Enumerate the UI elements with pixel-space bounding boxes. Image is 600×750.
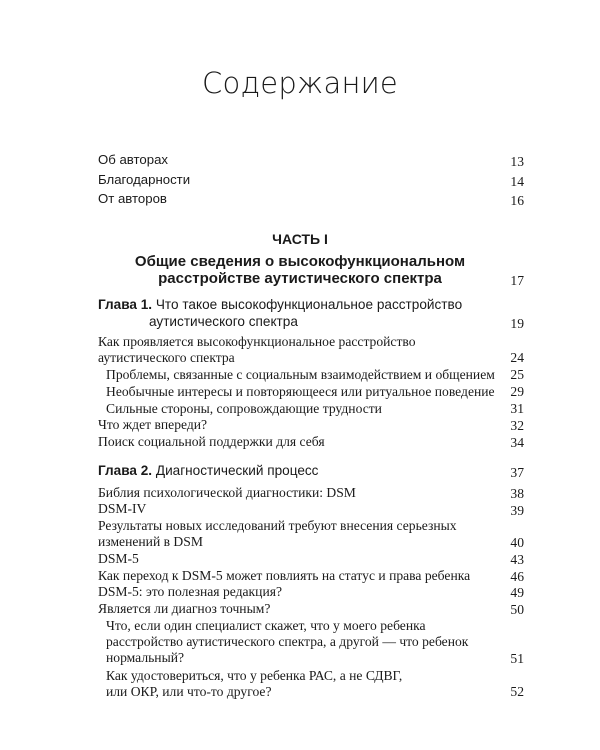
toc-entry[interactable]: DSM-IV <box>98 501 147 516</box>
toc-page-number: 32 <box>510 418 524 433</box>
chapter-2-heading[interactable] <box>98 463 318 479</box>
toc-page-number: 40 <box>510 535 524 550</box>
toc-entry[interactable]: Библия психологической диагностики: DSM <box>98 485 356 500</box>
toc-page-number: 25 <box>510 367 524 382</box>
toc-subentry[interactable] <box>106 668 402 700</box>
toc-page-number: 50 <box>510 602 524 617</box>
toc-subentry[interactable]: Необычные интересы и повторяющееся или ритуальное поведение <box>106 384 495 399</box>
toc-page-number: 52 <box>510 684 524 699</box>
toc-entry-line: нормальный? <box>106 650 185 665</box>
toc-entry-about-authors[interactable] <box>98 152 168 168</box>
toc-page-number: 49 <box>510 585 524 600</box>
chapter-title-line-2: аутистического спектра <box>149 314 298 329</box>
toc-entry-text: Об авторах <box>98 152 169 167</box>
toc-page-number: 37 <box>510 465 524 480</box>
toc-entry-text: От авторов <box>98 191 167 206</box>
toc-page-number: 14 <box>510 174 524 189</box>
toc-subentry[interactable] <box>106 618 468 666</box>
toc-page-number: 19 <box>510 316 524 331</box>
toc-page-number: 17 <box>510 273 524 288</box>
toc-page-number: 24 <box>510 350 524 365</box>
toc-entry[interactable] <box>98 334 416 366</box>
toc-entry-line: аутистического спектра <box>98 350 235 365</box>
toc-page-number: 51 <box>510 651 524 666</box>
toc-entry-line: Как удостовериться, что у ребенка РАС, а не СДВГ, <box>106 668 403 683</box>
chapter-label: Глава 1. <box>98 297 153 312</box>
chapter-1-heading[interactable] <box>98 297 462 313</box>
toc-entry[interactable]: Как переход к DSM-5 может повлиять на статус и права ребенка <box>98 568 471 583</box>
toc-entry[interactable]: DSM-5: это полезная редакция? <box>98 584 283 599</box>
chapter-title: Диагностический процесс <box>155 463 319 478</box>
toc-entry-text: Благодарности <box>98 172 191 187</box>
chapter-label: Глава 2. <box>98 463 153 478</box>
toc-entry[interactable]: Поиск социальной поддержки для себя <box>98 434 325 449</box>
part-title-line: расстройстве аутистического спектра <box>158 270 442 287</box>
toc-entry[interactable] <box>98 518 457 550</box>
part-title[interactable] <box>100 253 500 287</box>
chapter-title-line: Что такое высокофункциональное расстройство <box>155 297 463 312</box>
part-title-line: Общие сведения о высокофункциональном <box>134 253 466 270</box>
toc-page-number: 34 <box>510 435 524 450</box>
toc-entry[interactable]: Что ждет впереди? <box>98 417 208 432</box>
part-label: ЧАСТЬ I <box>272 231 328 247</box>
toc-entry[interactable]: Является ли диагноз точным? <box>98 601 271 616</box>
page-title: Содержание <box>202 66 398 100</box>
toc-entry[interactable]: DSM-5 <box>98 551 139 566</box>
toc-subentry[interactable]: Сильные стороны, сопровождающие трудности <box>106 401 382 416</box>
toc-page-number: 13 <box>510 154 524 169</box>
toc-entry-line: изменений в DSM <box>98 534 203 549</box>
toc-page-number: 16 <box>510 193 524 208</box>
toc-page-number: 39 <box>510 503 524 518</box>
toc-entry-from-authors[interactable] <box>98 191 167 207</box>
toc-page-number: 38 <box>510 486 524 501</box>
toc-entry-line: Как проявляется высокофункциональное расстройство <box>98 334 416 349</box>
toc-page-number: 46 <box>510 569 524 584</box>
toc-entry-acknowledgements[interactable] <box>98 172 190 188</box>
toc-page-number: 31 <box>510 401 524 416</box>
toc-entry-line: Что, если один специалист скажет, что у моего ребенка <box>106 618 426 633</box>
toc-entry-line: или ОКР, или что-то другое? <box>106 684 272 699</box>
toc-page-number: 43 <box>510 552 524 567</box>
toc-entry-line: расстройство аутистического спектра, а другой — что ребенок <box>106 634 469 649</box>
toc-entry-line: Результаты новых исследований требуют внесения серьезных <box>98 518 457 533</box>
toc-page-number: 29 <box>510 384 524 399</box>
toc-subentry[interactable]: Проблемы, связанные с социальным взаимодействием и общением <box>106 367 495 382</box>
